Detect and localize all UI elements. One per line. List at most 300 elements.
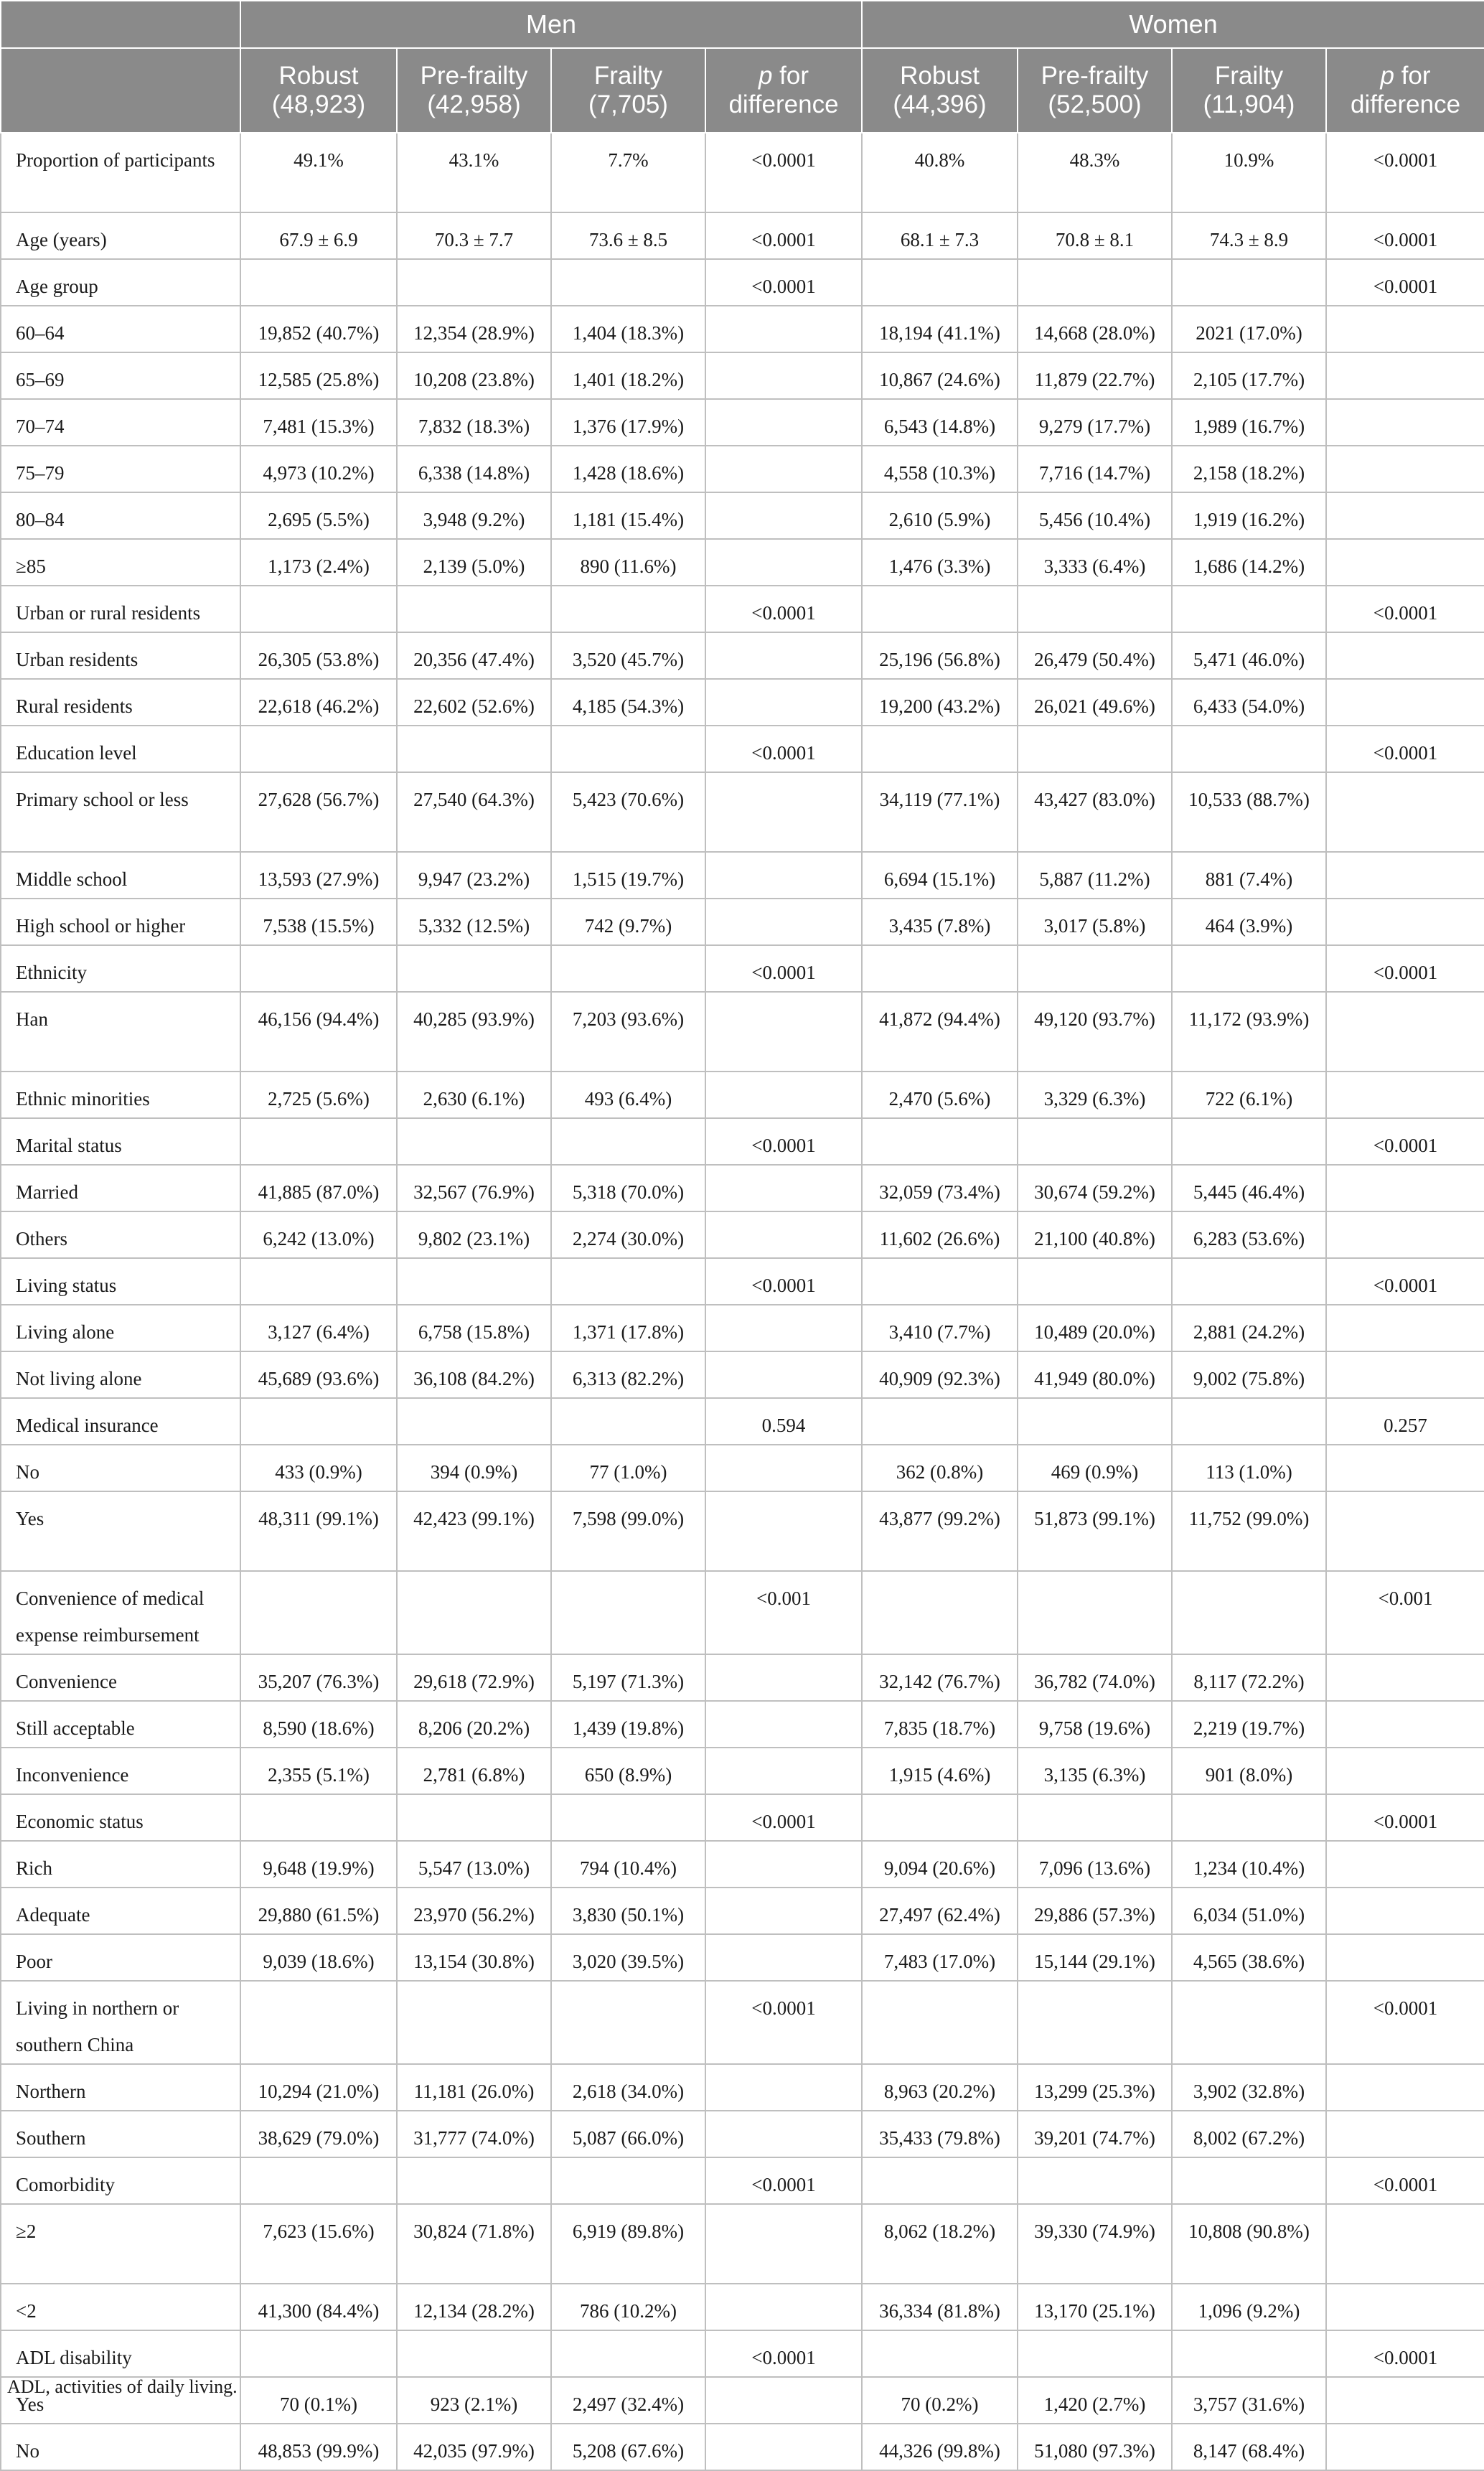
row-label: Yes xyxy=(1,2377,240,2424)
table-cell: <0.0001 xyxy=(1326,726,1484,772)
table-cell xyxy=(705,1934,862,1981)
table-cell xyxy=(1326,852,1484,899)
table-row xyxy=(1,1398,1484,1445)
table-cell xyxy=(551,1398,705,1445)
table-cell xyxy=(1326,1305,1484,1351)
table-cell: 469 (0.9%) xyxy=(1018,1445,1172,1491)
table-cell xyxy=(1018,1258,1172,1305)
column-header xyxy=(705,48,862,133)
table-cell: 1,428 (18.6%) xyxy=(551,446,705,492)
table-cell: 36,782 (74.0%) xyxy=(1018,1654,1172,1701)
table-cell: 8,002 (67.2%) xyxy=(1172,2111,1326,2157)
row-label: High school or higher xyxy=(1,899,240,945)
table-cell: 2,158 (18.2%) xyxy=(1172,446,1326,492)
table-cell: 19,852 (40.7%) xyxy=(240,306,397,352)
table-cell: 44,326 (99.8%) xyxy=(862,2424,1018,2470)
table-row xyxy=(1,1701,1484,1748)
table-cell: 5,471 (46.0%) xyxy=(1172,632,1326,679)
table-cell xyxy=(862,1794,1018,1841)
table-cell: 9,648 (19.9%) xyxy=(240,1841,397,1888)
table-cell: <0.001 xyxy=(705,1571,862,1654)
table-cell xyxy=(240,726,397,772)
table-cell xyxy=(551,1258,705,1305)
row-label: Living in northern or southern China xyxy=(1,1981,240,2064)
table-cell xyxy=(862,2330,1018,2377)
table-cell: 5,456 (10.4%) xyxy=(1018,492,1172,539)
table-cell xyxy=(1326,2284,1484,2330)
table-cell xyxy=(705,899,862,945)
table-cell: 4,185 (54.3%) xyxy=(551,679,705,726)
table-row xyxy=(1,1841,1484,1888)
table-cell: 11,602 (26.6%) xyxy=(862,1211,1018,1258)
table-cell: 9,758 (19.6%) xyxy=(1018,1701,1172,1748)
row-label: 75–79 xyxy=(1,446,240,492)
column-header xyxy=(551,48,705,133)
table-cell: 9,039 (18.6%) xyxy=(240,1934,397,1981)
table-cell: 6,313 (82.2%) xyxy=(551,1351,705,1398)
table-cell xyxy=(862,945,1018,992)
table-cell: 27,628 (56.7%) xyxy=(240,772,397,852)
table-cell xyxy=(1326,679,1484,726)
column-header-line1: Robust xyxy=(278,62,359,90)
table-cell: 27,497 (62.4%) xyxy=(862,1888,1018,1934)
table-row xyxy=(1,1654,1484,1701)
column-header-line2: (44,396) xyxy=(893,90,987,118)
table-cell: 43.1% xyxy=(397,133,551,212)
table-cell: 5,318 (70.0%) xyxy=(551,1165,705,1211)
table-cell xyxy=(705,352,862,399)
table-cell xyxy=(397,1118,551,1165)
row-label: 65–69 xyxy=(1,352,240,399)
table-cell: 41,885 (87.0%) xyxy=(240,1165,397,1211)
table-cell xyxy=(1326,539,1484,586)
table-cell xyxy=(1326,1701,1484,1748)
column-header-line2: (11,904) xyxy=(1203,90,1295,118)
table-cell xyxy=(1018,259,1172,306)
table-cell: 9,802 (23.1%) xyxy=(397,1211,551,1258)
table-cell: 10,489 (20.0%) xyxy=(1018,1305,1172,1351)
table-cell xyxy=(397,1571,551,1654)
table-row xyxy=(1,992,1484,1072)
table-cell xyxy=(551,1571,705,1654)
table-cell xyxy=(705,2424,862,2470)
table-row xyxy=(1,2330,1484,2377)
table-cell xyxy=(1326,899,1484,945)
column-header-line1: Frailty xyxy=(1214,62,1284,90)
table-cell: 40.8% xyxy=(862,133,1018,212)
table-row xyxy=(1,539,1484,586)
table-cell xyxy=(551,2157,705,2204)
table-cell xyxy=(551,1118,705,1165)
row-label: Others xyxy=(1,1211,240,1258)
table-cell xyxy=(705,1491,862,1571)
table-row xyxy=(1,899,1484,945)
column-header-line2: (52,500) xyxy=(1048,90,1142,118)
table-cell: 1,376 (17.9%) xyxy=(551,399,705,446)
table-cell: 12,585 (25.8%) xyxy=(240,352,397,399)
table-cell: 32,059 (73.4%) xyxy=(862,1165,1018,1211)
table-cell: 923 (2.1%) xyxy=(397,2377,551,2424)
table-cell: 7,203 (93.6%) xyxy=(551,992,705,1072)
table-cell: 4,973 (10.2%) xyxy=(240,446,397,492)
row-label: Poor xyxy=(1,1934,240,1981)
table-cell xyxy=(1326,992,1484,1072)
table-cell: 4,558 (10.3%) xyxy=(862,446,1018,492)
row-label: Convenience xyxy=(1,1654,240,1701)
table-cell: 36,108 (84.2%) xyxy=(397,1351,551,1398)
table-cell: 35,207 (76.3%) xyxy=(240,1654,397,1701)
table-cell: 48.3% xyxy=(1018,133,1172,212)
table-cell: 42,423 (99.1%) xyxy=(397,1491,551,1571)
table-cell: 31,777 (74.0%) xyxy=(397,2111,551,2157)
table-cell: 6,433 (54.0%) xyxy=(1172,679,1326,726)
table-cell: 14,668 (28.0%) xyxy=(1018,306,1172,352)
table-cell: 5,547 (13.0%) xyxy=(397,1841,551,1888)
table-cell: 5,887 (11.2%) xyxy=(1018,852,1172,899)
table-cell: 6,338 (14.8%) xyxy=(397,446,551,492)
table-cell xyxy=(1326,306,1484,352)
table-cell: 1,476 (3.3%) xyxy=(862,539,1018,586)
row-label: ≥2 xyxy=(1,2204,240,2284)
table-cell: 32,142 (76.7%) xyxy=(862,1654,1018,1701)
table-cell: 12,134 (28.2%) xyxy=(397,2284,551,2330)
table-cell: 7,835 (18.7%) xyxy=(862,1701,1018,1748)
table-cell xyxy=(1326,352,1484,399)
table-cell: 8,590 (18.6%) xyxy=(240,1701,397,1748)
table-cell xyxy=(1326,446,1484,492)
table-cell: 70.8 ± 8.1 xyxy=(1018,212,1172,259)
table-cell: 5,445 (46.4%) xyxy=(1172,1165,1326,1211)
table-cell xyxy=(1326,632,1484,679)
table-cell xyxy=(862,1571,1018,1654)
table-cell xyxy=(705,1211,862,1258)
table-cell xyxy=(551,1981,705,2064)
column-header-line1: Frailty xyxy=(593,62,663,90)
table-cell xyxy=(240,2330,397,2377)
table-cell: 6,919 (89.8%) xyxy=(551,2204,705,2284)
table-row xyxy=(1,726,1484,772)
row-label: Age (years) xyxy=(1,212,240,259)
table-cell: 21,100 (40.8%) xyxy=(1018,1211,1172,1258)
table-cell: 0.594 xyxy=(705,1398,862,1445)
table-cell: 68.1 ± 7.3 xyxy=(862,212,1018,259)
table-cell: 13,593 (27.9%) xyxy=(240,852,397,899)
table-cell: 48,853 (99.9%) xyxy=(240,2424,397,2470)
table-cell xyxy=(705,2204,862,2284)
table-cell: 6,758 (15.8%) xyxy=(397,1305,551,1351)
table-cell xyxy=(240,1794,397,1841)
table-cell: <0.0001 xyxy=(705,945,862,992)
table-cell: <0.0001 xyxy=(1326,1258,1484,1305)
column-header xyxy=(1018,48,1172,133)
table-cell: 362 (0.8%) xyxy=(862,1445,1018,1491)
table-cell: 2,695 (5.5%) xyxy=(240,492,397,539)
table-cell: 40,909 (92.3%) xyxy=(862,1351,1018,1398)
table-cell xyxy=(705,446,862,492)
table-cell: 7,623 (15.6%) xyxy=(240,2204,397,2284)
table-row xyxy=(1,772,1484,852)
table-cell: 10,533 (88.7%) xyxy=(1172,772,1326,852)
table-cell: 2,725 (5.6%) xyxy=(240,1072,397,1118)
table-cell xyxy=(705,306,862,352)
table-cell xyxy=(1018,1398,1172,1445)
table-cell: 49,120 (93.7%) xyxy=(1018,992,1172,1072)
table-cell: 7,096 (13.6%) xyxy=(1018,1841,1172,1888)
row-label: Urban or rural residents xyxy=(1,586,240,632)
row-label: Convenience of medical expense reimbursement xyxy=(1,1571,240,1654)
table-cell: 794 (10.4%) xyxy=(551,1841,705,1888)
table-cell: 1,401 (18.2%) xyxy=(551,352,705,399)
table-row xyxy=(1,1794,1484,1841)
table-cell xyxy=(1326,1351,1484,1398)
table-row xyxy=(1,306,1484,352)
table-cell xyxy=(1326,2377,1484,2424)
row-label: Age group xyxy=(1,259,240,306)
table-cell: 26,305 (53.8%) xyxy=(240,632,397,679)
table-cell: 5,423 (70.6%) xyxy=(551,772,705,852)
table-row xyxy=(1,2111,1484,2157)
table-cell: 41,872 (94.4%) xyxy=(862,992,1018,1072)
table-cell: 41,949 (80.0%) xyxy=(1018,1351,1172,1398)
row-label: No xyxy=(1,1445,240,1491)
table-cell: 8,147 (68.4%) xyxy=(1172,2424,1326,2470)
table-cell xyxy=(1326,1888,1484,1934)
table-cell: 3,020 (39.5%) xyxy=(551,1934,705,1981)
table-cell: 1,096 (9.2%) xyxy=(1172,2284,1326,2330)
row-label: Marital status xyxy=(1,1118,240,1165)
row-label: Living alone xyxy=(1,1305,240,1351)
table-cell: 5,332 (12.5%) xyxy=(397,899,551,945)
column-header-line2: (7,705) xyxy=(588,90,668,118)
row-label: Yes xyxy=(1,1491,240,1571)
table-cell xyxy=(1172,586,1326,632)
table-body xyxy=(1,133,1484,2470)
table-cell: 2,219 (19.7%) xyxy=(1172,1701,1326,1748)
table-cell: 9,002 (75.8%) xyxy=(1172,1351,1326,1398)
table-cell: 433 (0.9%) xyxy=(240,1445,397,1491)
table-cell xyxy=(705,492,862,539)
table-cell: 6,283 (53.6%) xyxy=(1172,1211,1326,1258)
table-cell: 30,674 (59.2%) xyxy=(1018,1165,1172,1211)
table-cell xyxy=(1326,1445,1484,1491)
table-cell xyxy=(1326,1165,1484,1211)
table-cell: 3,017 (5.8%) xyxy=(1018,899,1172,945)
column-header-line2: difference xyxy=(1351,90,1461,118)
row-label: Ethnic minorities xyxy=(1,1072,240,1118)
row-label: Living status xyxy=(1,1258,240,1305)
table-cell: 43,877 (99.2%) xyxy=(862,1491,1018,1571)
table-cell: 70 (0.2%) xyxy=(862,2377,1018,2424)
table-cell: 15,144 (29.1%) xyxy=(1018,1934,1172,1981)
table-row xyxy=(1,1571,1484,1654)
table-cell: 2,470 (5.6%) xyxy=(862,1072,1018,1118)
table-cell: 11,752 (99.0%) xyxy=(1172,1491,1326,1571)
table-cell xyxy=(1326,1491,1484,1571)
table-row xyxy=(1,1888,1484,1934)
table-cell xyxy=(705,399,862,446)
table-cell xyxy=(1018,726,1172,772)
table-cell: 2,355 (5.1%) xyxy=(240,1748,397,1794)
table-cell xyxy=(1018,2330,1172,2377)
table-cell: 32,567 (76.9%) xyxy=(397,1165,551,1211)
table-cell: <0.0001 xyxy=(705,1794,862,1841)
table-cell xyxy=(1326,1841,1484,1888)
table-cell xyxy=(1326,1211,1484,1258)
table-cell xyxy=(1326,2064,1484,2111)
table-cell xyxy=(1018,586,1172,632)
table-cell xyxy=(1018,1794,1172,1841)
table-cell: 742 (9.7%) xyxy=(551,899,705,945)
row-label: Adequate xyxy=(1,1888,240,1934)
table-cell xyxy=(1018,1571,1172,1654)
table-cell: 74.3 ± 8.9 xyxy=(1172,212,1326,259)
table-cell xyxy=(705,1841,862,1888)
table-cell: <0.0001 xyxy=(705,2157,862,2204)
table-cell: 2,105 (17.7%) xyxy=(1172,352,1326,399)
table-cell: 46,156 (94.4%) xyxy=(240,992,397,1072)
table-row xyxy=(1,1491,1484,1571)
table-cell: 8,117 (72.2%) xyxy=(1172,1654,1326,1701)
table-cell: 5,208 (67.6%) xyxy=(551,2424,705,2470)
table-cell: 49.1% xyxy=(240,133,397,212)
table-cell xyxy=(1018,2157,1172,2204)
column-header xyxy=(397,48,551,133)
table-cell: 10,294 (21.0%) xyxy=(240,2064,397,2111)
header-corner-sub xyxy=(1,48,240,133)
table-cell: <0.0001 xyxy=(1326,212,1484,259)
table-cell: 3,520 (45.7%) xyxy=(551,632,705,679)
table-row xyxy=(1,212,1484,259)
table-cell xyxy=(705,992,862,1072)
table-cell: 13,299 (25.3%) xyxy=(1018,2064,1172,2111)
row-label: Han xyxy=(1,992,240,1072)
table-cell: 9,947 (23.2%) xyxy=(397,852,551,899)
table-cell: 1,173 (2.4%) xyxy=(240,539,397,586)
table-cell xyxy=(862,1398,1018,1445)
row-label: ADL disability xyxy=(1,2330,240,2377)
table-cell xyxy=(705,852,862,899)
table-cell: 1,439 (19.8%) xyxy=(551,1701,705,1748)
table-cell: <0.0001 xyxy=(1326,259,1484,306)
table-cell: 70 (0.1%) xyxy=(240,2377,397,2424)
table-cell: 10,867 (24.6%) xyxy=(862,352,1018,399)
table-cell xyxy=(1172,1398,1326,1445)
table-cell: 38,629 (79.0%) xyxy=(240,2111,397,2157)
row-label: Education level xyxy=(1,726,240,772)
table-cell: 18,194 (41.1%) xyxy=(862,306,1018,352)
table-cell xyxy=(1326,1748,1484,1794)
table-cell: 1,989 (16.7%) xyxy=(1172,399,1326,446)
table-cell xyxy=(1326,772,1484,852)
footnote: ADL, activities of daily living. xyxy=(7,2376,238,2397)
table-cell: 6,034 (51.0%) xyxy=(1172,1888,1326,1934)
table-cell: 1,371 (17.8%) xyxy=(551,1305,705,1351)
table-cell xyxy=(705,1165,862,1211)
table-row xyxy=(1,1934,1484,1981)
table-cell xyxy=(705,679,862,726)
table-cell xyxy=(705,1445,862,1491)
table-cell xyxy=(705,772,862,852)
table-cell xyxy=(705,1654,862,1701)
table-cell xyxy=(705,1701,862,1748)
table-cell: 29,886 (57.3%) xyxy=(1018,1888,1172,1934)
table-cell: 7,481 (15.3%) xyxy=(240,399,397,446)
row-label: No xyxy=(1,2424,240,2470)
table-row xyxy=(1,1445,1484,1491)
table-cell: 2,781 (6.8%) xyxy=(397,1748,551,1794)
table-row xyxy=(1,852,1484,899)
table-cell: 4,565 (38.6%) xyxy=(1172,1934,1326,1981)
table-cell xyxy=(1018,945,1172,992)
table-cell: 10,808 (90.8%) xyxy=(1172,2204,1326,2284)
table-cell: 19,200 (43.2%) xyxy=(862,679,1018,726)
table-cell: 7.7% xyxy=(551,133,705,212)
table-row xyxy=(1,259,1484,306)
table-cell xyxy=(705,1748,862,1794)
row-label: Southern xyxy=(1,2111,240,2157)
table-cell: 1,515 (19.7%) xyxy=(551,852,705,899)
table-cell xyxy=(705,539,862,586)
table-cell: 3,757 (31.6%) xyxy=(1172,2377,1326,2424)
table-cell: 35,433 (79.8%) xyxy=(862,2111,1018,2157)
table-cell xyxy=(240,1118,397,1165)
column-header-line1: Pre-frailty xyxy=(1041,62,1149,90)
table-cell xyxy=(705,2064,862,2111)
table-cell xyxy=(240,259,397,306)
table-cell: 10.9% xyxy=(1172,133,1326,212)
table-cell: 51,080 (97.3%) xyxy=(1018,2424,1172,2470)
table-cell xyxy=(240,945,397,992)
row-label: Primary school or less xyxy=(1,772,240,852)
table-cell: <0.0001 xyxy=(705,726,862,772)
table-cell: 11,181 (26.0%) xyxy=(397,2064,551,2111)
table-cell xyxy=(551,1794,705,1841)
row-label: 70–74 xyxy=(1,399,240,446)
table-row xyxy=(1,1118,1484,1165)
table-cell xyxy=(1326,492,1484,539)
table-cell xyxy=(551,945,705,992)
table-cell: 29,880 (61.5%) xyxy=(240,1888,397,1934)
table-cell xyxy=(240,1258,397,1305)
table-cell: 48,311 (99.1%) xyxy=(240,1491,397,1571)
table-cell xyxy=(1172,1571,1326,1654)
column-header-line1: Robust xyxy=(900,62,980,90)
table-row xyxy=(1,352,1484,399)
row-label: Medical insurance xyxy=(1,1398,240,1445)
table-cell: 25,196 (56.8%) xyxy=(862,632,1018,679)
table-cell: 1,686 (14.2%) xyxy=(1172,539,1326,586)
table-cell: 0.257 xyxy=(1326,1398,1484,1445)
table-cell: <0.0001 xyxy=(705,212,862,259)
table-cell xyxy=(1018,1981,1172,2064)
table-cell: 77 (1.0%) xyxy=(551,1445,705,1491)
table-cell: 67.9 ± 6.9 xyxy=(240,212,397,259)
table-cell: 40,285 (93.9%) xyxy=(397,992,551,1072)
table-cell: 1,404 (18.3%) xyxy=(551,306,705,352)
table-cell xyxy=(1172,259,1326,306)
table-cell: <0.0001 xyxy=(1326,1118,1484,1165)
column-header-line1b: for xyxy=(1394,62,1431,90)
table-row xyxy=(1,586,1484,632)
table-cell: 2,618 (34.0%) xyxy=(551,2064,705,2111)
column-header-line1: Pre-frailty xyxy=(420,62,528,90)
table-cell: 29,618 (72.9%) xyxy=(397,1654,551,1701)
table-cell xyxy=(1326,2424,1484,2470)
table-cell: <0.0001 xyxy=(1326,586,1484,632)
column-header xyxy=(1172,48,1326,133)
table-cell: 3,902 (32.8%) xyxy=(1172,2064,1326,2111)
row-label: <2 xyxy=(1,2284,240,2330)
